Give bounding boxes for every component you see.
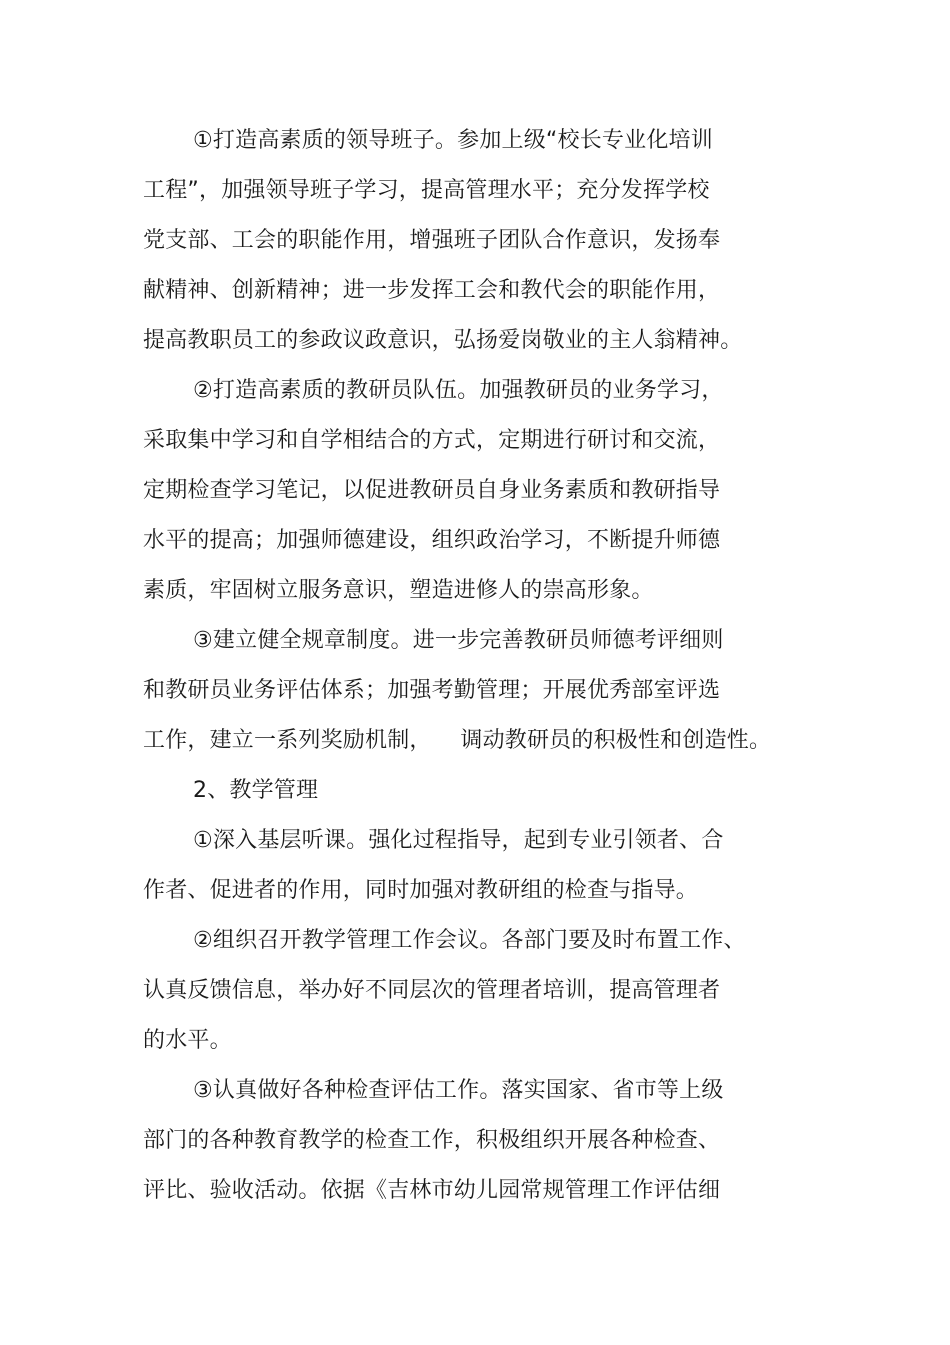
- paragraph-line: 献精神、创新精神；进一步发挥工会和教代会的职能作用，: [143, 278, 721, 303]
- paragraph-line: ①深入基层听课。强化过程指导，起到专业引领者、合: [193, 828, 724, 853]
- paragraph-line: 定期检查学习笔记，以促进教研员自身业务素质和教研指导: [143, 478, 721, 503]
- paragraph-line: 作者、促进者的作用，同时加强对教研组的检查与指导。: [143, 878, 699, 903]
- paragraph-line: 评比、验收活动。依据《吉林市幼儿园常规管理工作评估细: [143, 1178, 721, 1203]
- paragraph-line: 提高教职员工的参政议政意识，弘扬爱岗敬业的主人翁精神。: [143, 328, 743, 353]
- paragraph-line: 部门的各种教育教学的检查工作，积极组织开展各种检查、: [143, 1128, 721, 1153]
- paragraph-line: 工作，建立一系列奖励机制， 调动教研员的积极性和创造性。: [143, 728, 772, 753]
- paragraph-line: ②组织召开教学管理工作会议。各部门要及时布置工作、: [193, 928, 746, 953]
- paragraph-line: ①打造高素质的领导班子。参加上级“校长专业化培训: [193, 128, 713, 153]
- section-heading: 2、教学管理: [193, 778, 319, 803]
- paragraph-line: 采取集中学习和自学相结合的方式，定期进行研讨和交流，: [143, 428, 721, 453]
- paragraph-line: ②打造高素质的教研员队伍。加强教研员的业务学习，: [193, 378, 724, 403]
- paragraph-line: 认真反馈信息，举办好不同层次的管理者培训，提高管理者: [143, 978, 721, 1003]
- paragraph-line: 的水平。: [143, 1028, 232, 1053]
- paragraph-line: 和教研员业务评估体系；加强考勤管理；开展优秀部室评选: [143, 678, 721, 703]
- paragraph-line: 工程”，加强领导班子学习，提高管理水平；充分发挥学校: [143, 178, 710, 203]
- paragraph-line: 水平的提高；加强师德建设，组织政治学习，不断提升师德: [143, 528, 721, 553]
- paragraph-line: 素质，牢固树立服务意识，塑造进修人的崇高形象。: [143, 578, 654, 603]
- paragraph-line: 党支部、工会的职能作用，增强班子团队合作意识，发扬奉: [143, 228, 721, 253]
- paragraph-line: ③认真做好各种检查评估工作。落实国家、省市等上级: [193, 1078, 724, 1103]
- paragraph-line: ③建立健全规章制度。进一步完善教研员师德考评细则: [193, 628, 724, 653]
